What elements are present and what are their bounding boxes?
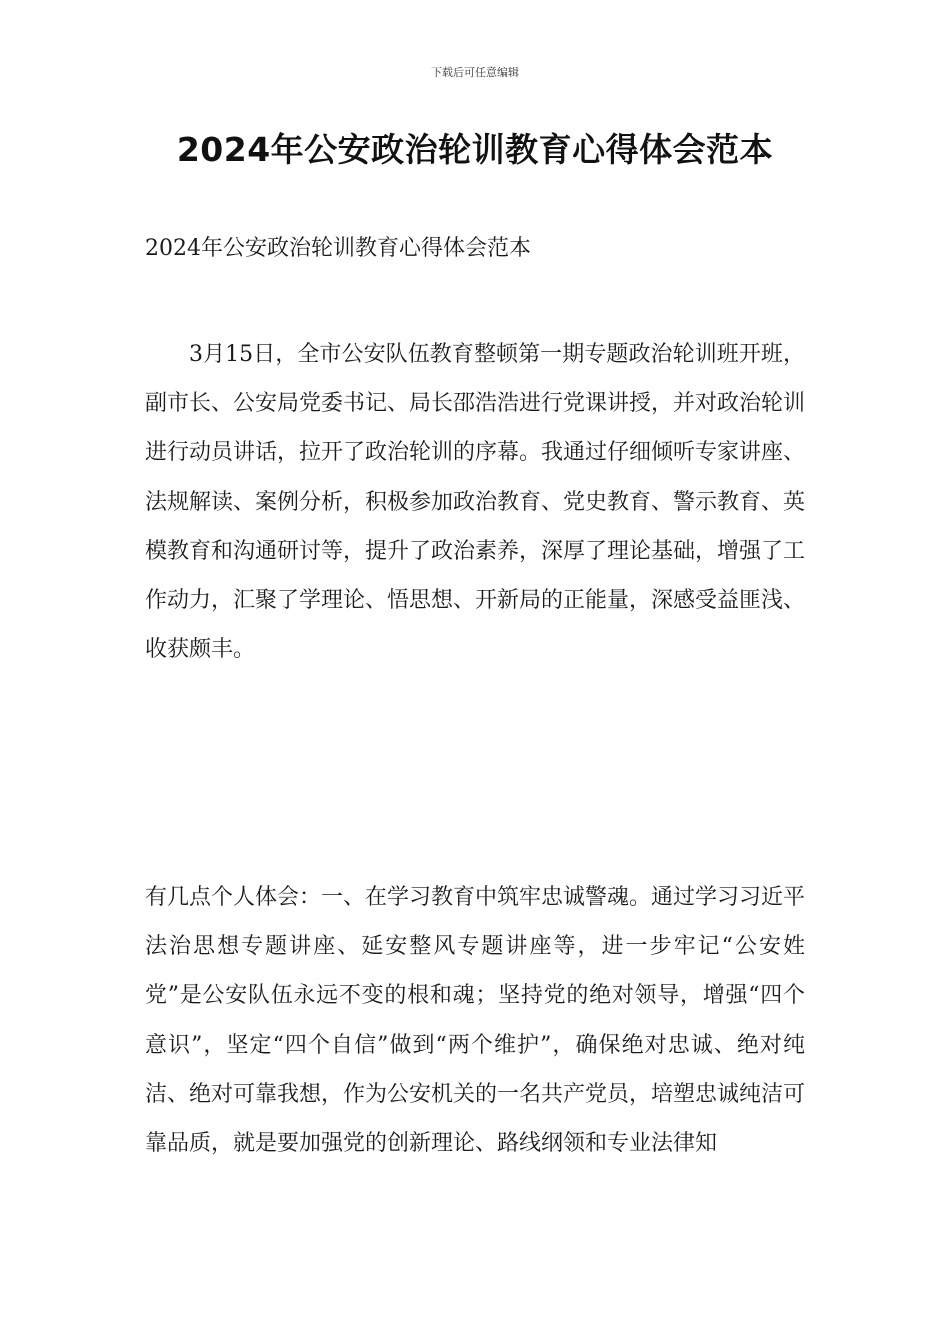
download-note: 下载后可任意编辑 (431, 66, 519, 79)
document-subtitle: 2024年公安政治轮训教育心得体会范本 (145, 236, 531, 261)
paragraph-reflections: 有几点个人体会：一、在学习教育中筑牢忠诚警魂。通过学习习近平法治思想专题讲座、延安整风专题讲座等，进一步牢记“公安姓党”是公安队伍永远不变的根和魂；坚持党的绝对领导，增强“四个意识”，坚定“四个自信”做到“两个维护”，确保绝对忠诚、绝对纯洁、绝对可靠我想，作为公安机关的一名共产党员，培塑忠诚纯洁可靠品质，就是要加强党的创新理论、路线纲领和专业法律知 (145, 885, 805, 1157)
document-title: 2024年公安政治轮训教育心得体会范本 (176, 130, 774, 169)
paragraph-intro: 3月15日，全市公安队伍教育整顿第一期专题政治轮训班开班，副市长、公安局党委书记、局长邵浩浩进行党课讲授，并对政治轮训进行动员讲话，拉开了政治轮训的序幕。我通过仔细倾听专家讲座、法规解读、案例分析，积极参加政治教育、党史教育、警示教育、英模教育和沟通研讨等，提升了政治素养，深厚了理论基础，增强了工作动力，汇聚了学理论、悟思想、开新局的正能量，深感受益匪浅、收获颇丰。 (145, 342, 806, 663)
